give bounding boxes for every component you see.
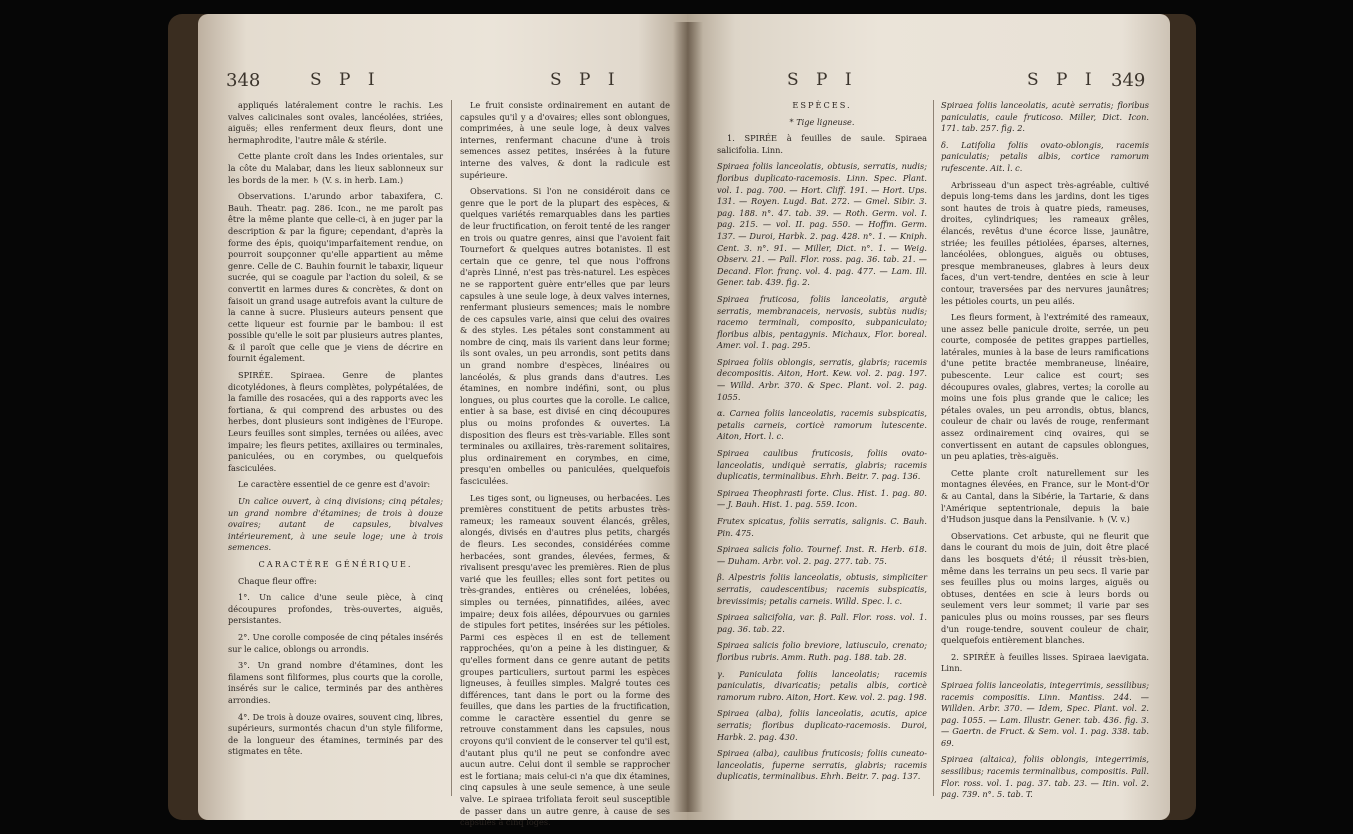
paragraph: Spiraea salicifolia, var. β. Pall. Flor. ross. vol. 1. pag. 36. tab. 22.	[717, 612, 927, 634]
paragraph: SPIRÉE. Spiraea. Genre de plantes dicotylédones, à fleurs complètes, polypétalées, de la famille des rosacées, qui a des rapports avec les fortiana, & qui comprend des arbustes ou des herbes, dont plusieurs sont indigènes de l'Europe. Leurs feuilles sont simples, ternées ou ailées, avec impaire; les fleurs petites, axillaires ou terminales, paniculées, ou en corymbes, ou quelquefois fasciculées.	[228, 370, 443, 473]
right-page	[687, 14, 1170, 820]
book-spread	[168, 14, 1196, 828]
paragraph: Chaque fleur offre:	[238, 575, 317, 586]
paragraph: Les tiges sont, ou ligneuses, ou herbacées. Les premières constituent de petits arbustes très-rameux; les rameaux souvent élancés, grêles, alongés, divisés en d'autres plus petits, chargés de fleurs. Les secondes, considérées comme herbacées, sont grandes, élevées, fermes, & rivalisent presqu'avec les premières. Rien de plus varié que les feuilles; elles sont fort petites ou très-grandes, entières ou crénelées, lobées, simples ou ternées, pinnatifides, ailées, avec impaire; deux fois ailées, dépourvues ou garnies de stipules fort petites, insérées sur les pétioles. Parmi ces espèces il en est de tellement rapprochées, qu'on a peine à les distinguer, & qu'elles forment dans ce genre autant de petits groupes particuliers, surtout parmi les espèces ligneuses, à feuilles simples. Malgré toutes ces différences, tant dans le port ou la forme des feuilles, que dans les parties de la fructification, comme le caractère essentiel du genre se retrouve constamment dans les capsules, nous croyons qu'il convient de le conserver tel qu'il est, d'autant plus qu'il ne peut se confondre avec aucun autre. Celui dont il semble se rapprocher est le fortiana; mais celui-ci n'a que dix étamines, cinq capsules à une seule semence, à une seule valve. Le spiraea trifoliata feroit seul susceptible de passer dans un autre genre, à cause de ses capsules à cinq loges.	[460, 492, 670, 828]
book-gutter	[673, 22, 703, 812]
paragraph: Observations. Cet arbuste, qui ne fleurit que dans le courant du mois de juin, doit être placé dans les bosquets d'été; il réussit très-bien, même dans les terrains un peu secs. Il varie par ses feuilles plus ou moins larges, aiguës ou obtuses, dentées en scie à leurs bords ou seulement vers leur sommet; il varie par ses panicules plus ou moins rousses, par ses fleurs d'un rouge-tendre, souvent couleur de chair, quelquefois entièrement blanches.	[941, 530, 1149, 646]
running-head-left-b: S P I	[550, 70, 621, 90]
running-head-right-b: S P I	[1027, 70, 1098, 90]
paragraph: CARACTÈRE GÉNÉRIQUE.	[258, 558, 413, 569]
paragraph: Les fleurs forment, à l'extrémité des rameaux, une assez belle panicule droite, serrée, un peu courte, composée de petites grappes partielles, latérales, munies à la base de leurs ramifications d'une petite bractée membraneuse, linéaire, pubescente. Leur calice est court; ses découpures ovales, glabres, vertes; la corolle au moins une fois plus grande que le calice; les pétales ovales, un peu arrondis, obtus, blancs, couleur de chair ou lavés de rouge, renfermant assez ordinairement cinq ovaires, qui se convertissent en autant de capsules oblongues, un peu aplaties, très-aiguës.	[941, 312, 1149, 462]
paragraph: 3°. Un grand nombre d'étamines, dont les filamens sont filiformes, plus courts que la corolle, insérés sur le calice, terminés par des anthères arrondies.	[228, 660, 443, 705]
running-head-left-a: S P I	[310, 70, 381, 90]
paragraph: Spiraea salicis folio breviore, latiusculo, crenato; floribus rubris. Amm. Ruth. pag. 188. tab. 28.	[717, 640, 927, 662]
paragraph: Spiraea foliis oblongis, serratis, glabris; racemis decompositis. Aiton, Hort. Kew. vol. 2. pag. 197. — Willd. Arbr. 370. & Spec. Plant. vol. 2. pag. 1055.	[717, 356, 927, 402]
paragraph: 1°. Un calice d'une seule pièce, à cinq découpures profondes, très-ouvertes, aiguës, persistantes.	[228, 592, 443, 626]
paragraph: Spiraea foliis lanceolatis, integerrimis, sessilibus; racemis compositis. Linn. Mantiss. 244. — Willden. Arbr. 370. — Idem, Spec. Plant. vol. 2. pag. 1055. — Lam. Illustr. Gener. tab. 436. fig. 3. — Gaertn. de Fruct. & Sem. vol. 1. pag. 338. tab. 69.	[941, 679, 1149, 748]
paragraph: Le fruit consiste ordinairement en autant de capsules qu'il y a d'ovaires; elles sont oblongues, comprimées, à une seule loge, à deux valves internes, renfermant chacune d'une à trois semences assez petites, insérées à la future interne des valves, & dont la radicule est supérieure.	[460, 100, 670, 180]
paragraph: Observations. L'arundo arbor tabaxifera, C. Bauh. Theatr. pag. 286. Icon., ne me paroît pas être la même plante que celle-ci, à en juger par la description & par la figure; cependant, d'après la forme des épis, quoiqu'imparfaitement rendue, on pourroit soupçonner qu'elle appartient au même genre. Celle de C. Bauhin fournit le tabaxir, liqueur sucrée, qui se coagule par l'action du soleil, & se convertit en larmes dures & concrètes, & dont on faisoit un grand usage autrefois avant la culture de la canne à sucre. Plusieurs auteurs pensent que cette liqueur est fournie par le bambou: il est possible qu'elle le soit par plusieurs autres plantes, & il paroît que celle que je viens de décrire en fournit également.	[228, 191, 443, 364]
paragraph: Cette plante croît naturellement sur les montagnes élevées, en France, sur le Mont-d'Or & au Cantal, dans la Sibérie, la Tartarie, & dans l'Amérique septentrionale, depuis la baie d'Hudson jusque dans la Pensilvanie. ♄ (V. v.)	[941, 467, 1149, 525]
right-column-2	[941, 100, 1149, 806]
column-rule-right	[933, 100, 934, 796]
paragraph: Spiraea foliis lanceolatis, acutè serratis; floribus paniculatis, caule fruticoso. Miller, Dict. Icon. 171. tab. 257. fig. 2.	[941, 100, 1149, 134]
paragraph: Observations. Si l'on ne considéroit dans ce genre que le port de la plupart des espèces, & quelques variétés remarquables dans les parties de leur fructification, on feroit tenté de les ranger en trois ou quatre genres, ainsi que l'avoient fait Tournefort & quelques autres botanistes. Il est certain que ce genre, tel que nous l'offrons d'après Linné, n'est pas très-naturel. Les espèces ne se rapportent guère entr'elles que par leurs capsules à une seule loge, à deux valves internes, renfermant plusieurs semences; mais le nombre de ces capsules varie, ainsi que celui des ovaires & des styles. Les pétales sont constamment au nombre de cinq, mais ils varient dans leur forme; ils sont ovales, un peu arrondis, sont petits dans un grand nombre d'espèces, linéaires ou lancéolés, & plus grands dans d'autres. Les étamines, en nombre indéfini, sont, ou plus longues, ou plus courtes que la corolle. Le calice, entier à sa base, est divisé en cinq découpures plus ou moins profondes & ouvertes. La disposition des fleurs est très-variable. Elles sont terminales ou axillaires, très-rarement solitaires, plus ordinairement en corymbes, en cime, presqu'en ombelles ou paniculées, quelquefois fasciculées.	[460, 186, 670, 486]
paragraph: * Tige ligneuse.	[789, 116, 855, 127]
paragraph: Spiraea (altaica), foliis oblongis, integerrimis, sessilibus; racemis terminalibus, compositis. Pall. Flor. ross. vol. 1. pag. 37. tab. 23. — Itin. vol. 2. pag. 739. n°. 5. tab. T.	[941, 754, 1149, 800]
paragraph: appliqués latéralement contre le rachis. Les valves calicinales sont ovales, lancéolées, striées, aiguës; elles renferment deux fleurs, dont une hermaphrodite, l'autre mâle & stérile.	[228, 100, 443, 145]
paragraph: β. Alpestris foliis lanceolatis, obtusis, simpliciter serratis, caudescentibus; racemis subspicatis, brevissimis; petalis carneis. Willd. Spec. l. c.	[717, 572, 927, 606]
paragraph: δ. Latifolia foliis ovato-oblongis, racemis paniculatis; petalis albis, cortice ramorum rufescente. Ait. l. c.	[941, 139, 1149, 173]
page-number-left: 348	[226, 70, 261, 91]
paragraph: 2°. Une corolle composée de cinq pétales insérés sur le calice, oblongs ou arrondis.	[228, 631, 443, 654]
paragraph: γ. Paniculata foliis lanceolatis; racemis paniculatis, divaricatis; petalis albis, corticè ramorum rubro. Aiton, Hort. Kew. vol. 2. pag. 198.	[717, 668, 927, 702]
paragraph: 4°. De trois à douze ovaires, souvent cinq, libres, supérieurs, surmontés chacun d'un style filiforme, de la longueur des étamines, terminés par des stigmates en tête.	[228, 711, 443, 757]
paragraph: ESPÈCES.	[792, 100, 852, 110]
paragraph: Spiraea caulibus fruticosis, foliis ovato-lanceolatis, undiquè serratis, glabris; racemis duplicatis, terminalibus. Ehrh. Beitr. 7. pag. 136.	[717, 448, 927, 482]
right-column-1	[717, 100, 927, 788]
paragraph: Spiraea Theophrasti forte. Clus. Hist. 1. pag. 80. — J. Bauh. Hist. 1. pag. 559. Icon.	[717, 487, 927, 510]
page-number-right: 349	[1111, 70, 1146, 91]
paragraph: Spiraea (alba), foliis lanceolatis, acutis, apice serratis; floribus duplicato-racemosis. Duroi, Harbk. 2. pag. 430.	[717, 708, 927, 742]
paragraph: Un calice ouvert, à cinq divisions; cinq pétales; un grand nombre d'étamines; de trois à douze ovaires; autant de capsules, bivalves intérieurement, à une seule loge; une à trois semences.	[228, 496, 443, 553]
paragraph: Le caractère essentiel de ce genre est d'avoir:	[238, 479, 431, 490]
left-column-2	[460, 100, 670, 834]
paragraph: Frutex spicatus, foliis serratis, salignis. C. Bauh. Pin. 475.	[717, 516, 927, 538]
paragraph: α. Carnea foliis lanceolatis, racemis subspicatis, petalis carneis, corticè ramorum lutescente. Aiton, Hort. l. c.	[717, 408, 927, 442]
paragraph: Spiraea (alba), caulibus fruticosis; foliis cuneato-lanceolatis, fuperne serratis, glabris; racemis duplicatis, terminalibus. Ehrh. Beitr. 7. pag. 137.	[717, 748, 927, 782]
paragraph: Spiraea fruticosa, foliis lanceolatis, argutè serratis, membranaceis, nervosis, subtùs nudis; racemo terminali, composito, subpaniculato; floribus albis, pentagynis. Michaux, Flor. boreal. Amer. vol. 1. pag. 295.	[717, 293, 927, 351]
left-column-1	[228, 100, 443, 763]
paragraph: Arbrisseau d'un aspect très-agréable, cultivé depuis long-tems dans les jardins, dont les tiges sont hautes de trois à quatre pieds, rameuses, droites, cylindriques; les rameaux grêles, élancés, revêtus d'une écorce lisse, jaunâtre, striée; les feuilles pétiolées, éparses, alternes, lancéolées, oblongues, aiguës ou obtuses, presque membraneuses, glabres à leurs deux faces, d'un vert-tendre, dentées en scie à leur contour, traversées par des nervures jaunâtres; les pétioles courts, un peu ailés.	[941, 179, 1149, 306]
paragraph: Spiraea foliis lanceolatis, obtusis, serratis, nudis; floribus duplicato-racemosis. Linn. Spec. Plant. vol. 1. pag. 700. — Hort. Cliff. 191. — Hort. Ups. 131. — Royen. Lugd. Bat. 272. — Gmel. Sibir. 3. pag. 188. n°. 47. tab. 39. — Roth. Germ. vol. I. pag. 215. — vol. II. pag. 550. — Hoffm. Germ. 137. — Duroi, Harbk. 2. pag. 428. n°. 1. — Kniph. Cent. 3. n°. 91. — Miller, Dict. n°. 1. — Weig. Observ. 21. — Pall. Flor. ross. pag. 36. tab. 21. — Decand. Flor. franç. vol. 4. pag. 477. — Lam. Ill. Gener. tab. 439. fig. 2.	[717, 161, 927, 288]
paragraph: 2. SPIRÉE à feuilles lisses. Spiraea laevigata. Linn.	[941, 651, 1149, 674]
paragraph: Spiraea salicis folio. Tournef. Inst. R. Herb. 618. — Duham. Arbr. vol. 2. pag. 277. tab. 75.	[717, 544, 927, 566]
left-page	[198, 14, 687, 828]
paragraph: Cette plante croît dans les Indes orientales, sur la côte du Malabar, dans les lieux sablonneux sur les bords de la mer. ♄ (V. s. in herb. Lam.)	[228, 151, 443, 185]
paragraph: 1. SPIRÉE à feuilles de saule. Spiraea salicifolia. Linn.	[717, 133, 927, 155]
column-rule-left	[451, 100, 452, 796]
running-head-right-a: S P I	[787, 70, 858, 90]
